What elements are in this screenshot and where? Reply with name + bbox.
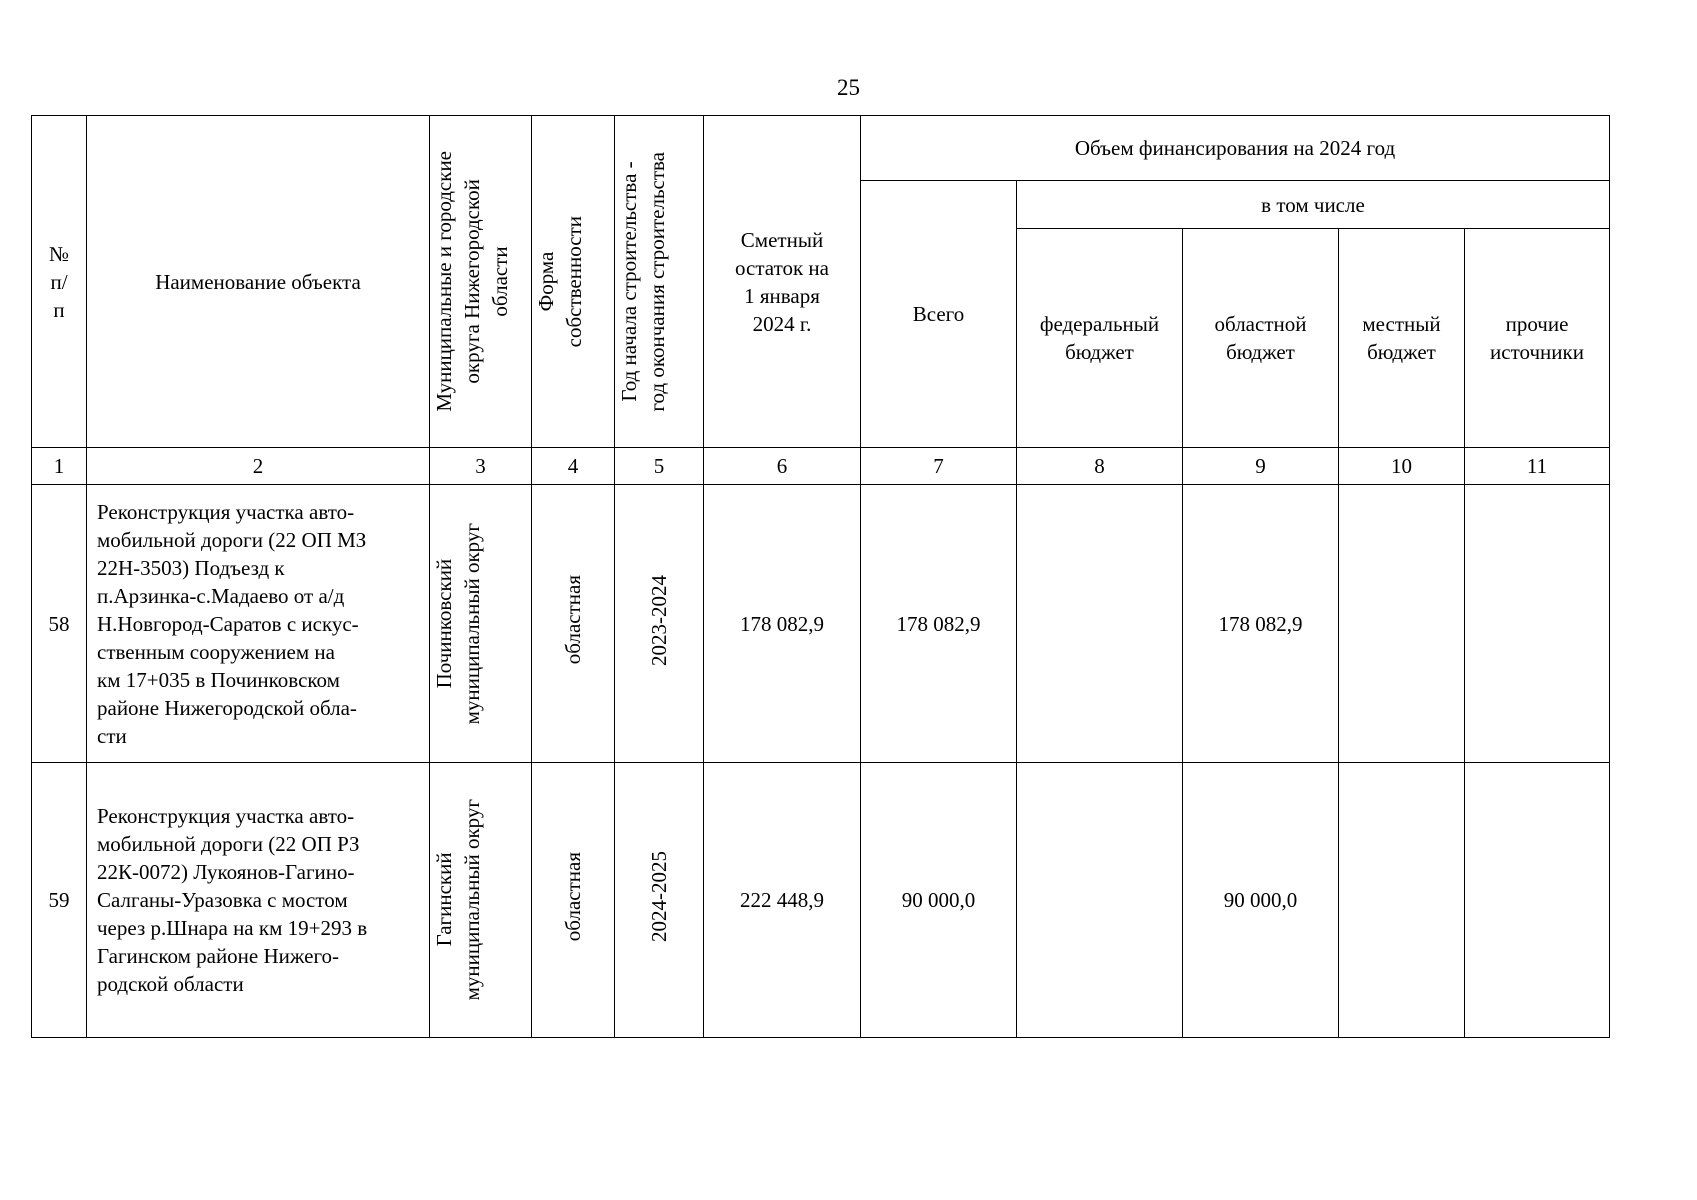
- remaining-cost: 222 448,9: [704, 763, 861, 1038]
- header-total: Всего: [861, 181, 1017, 448]
- local-budget: [1339, 485, 1465, 763]
- row-number: 59: [32, 763, 87, 1038]
- header-object-name: Наименование объекта: [87, 116, 430, 448]
- header-including: в том числе: [1017, 181, 1610, 229]
- column-number: 10: [1339, 448, 1465, 485]
- ownership: областная: [532, 763, 615, 1038]
- column-number-row: [32, 448, 1610, 485]
- page-number: 25: [837, 75, 860, 100]
- header-row-number: № п/ п: [32, 116, 87, 448]
- total-funding: 178 082,9: [861, 485, 1017, 763]
- regional-budget: 178 082,9: [1183, 485, 1339, 763]
- federal-budget: [1017, 763, 1183, 1038]
- construction-years: 2024-2025: [615, 763, 704, 1038]
- remaining-cost: 178 082,9: [704, 485, 861, 763]
- header-funding-volume: Объем финансирования на 2024 год: [861, 116, 1610, 181]
- header-construction-years: Год начала строительства - год окончания строительства: [615, 116, 704, 448]
- other-sources: [1465, 485, 1610, 763]
- column-number: 6: [704, 448, 861, 485]
- header-federal-budget: федеральный бюджет: [1017, 229, 1183, 448]
- construction-funding-table: [31, 115, 1610, 1038]
- district: Гагинский муниципальный округ: [430, 763, 532, 1038]
- district: Починковский муниципальный округ: [430, 485, 532, 763]
- column-number: 2: [87, 448, 430, 485]
- column-number: 5: [615, 448, 704, 485]
- ownership: областная: [532, 485, 615, 763]
- column-number: 7: [861, 448, 1017, 485]
- column-number: 8: [1017, 448, 1183, 485]
- header-remaining-cost: Сметный остаток на 1 января 2024 г.: [704, 116, 861, 448]
- other-sources: [1465, 763, 1610, 1038]
- construction-years: 2023-2024: [615, 485, 704, 763]
- header-local-budget: местный бюджет: [1339, 229, 1465, 448]
- table-row: [32, 763, 1610, 1038]
- header-regional-budget: областной бюджет: [1183, 229, 1339, 448]
- federal-budget: [1017, 485, 1183, 763]
- header-district: Муниципальные и городские округа Нижегородской области: [430, 116, 532, 448]
- header-row-1: [32, 116, 1610, 181]
- column-number: 3: [430, 448, 532, 485]
- column-number: 9: [1183, 448, 1339, 485]
- regional-budget: 90 000,0: [1183, 763, 1339, 1038]
- header-other-sources: прочие источники: [1465, 229, 1610, 448]
- object-name: Реконструкция участка авто- мобильной дороги (22 ОП МЗ 22Н-3503) Подъезд к п.Арзинка-с.Мадаево от а/д Н.Новгород-Саратов с искус- ственным сооружением на км 17+035 в Починковском районе Нижегородской обла- сти: [87, 485, 430, 763]
- column-number: 4: [532, 448, 615, 485]
- column-number: 11: [1465, 448, 1610, 485]
- total-funding: 90 000,0: [861, 763, 1017, 1038]
- table-row: [32, 485, 1610, 763]
- object-name: Реконструкция участка авто- мобильной дороги (22 ОП РЗ 22К-0072) Лукоянов-Гагино- Салганы-Уразовка с мостом через р.Шнара на км 19+293 в Гагинском районе Нижего- родской области: [87, 763, 430, 1038]
- local-budget: [1339, 763, 1465, 1038]
- header-ownership: Форма собственности: [532, 116, 615, 448]
- column-number: 1: [32, 448, 87, 485]
- row-number: 58: [32, 485, 87, 763]
